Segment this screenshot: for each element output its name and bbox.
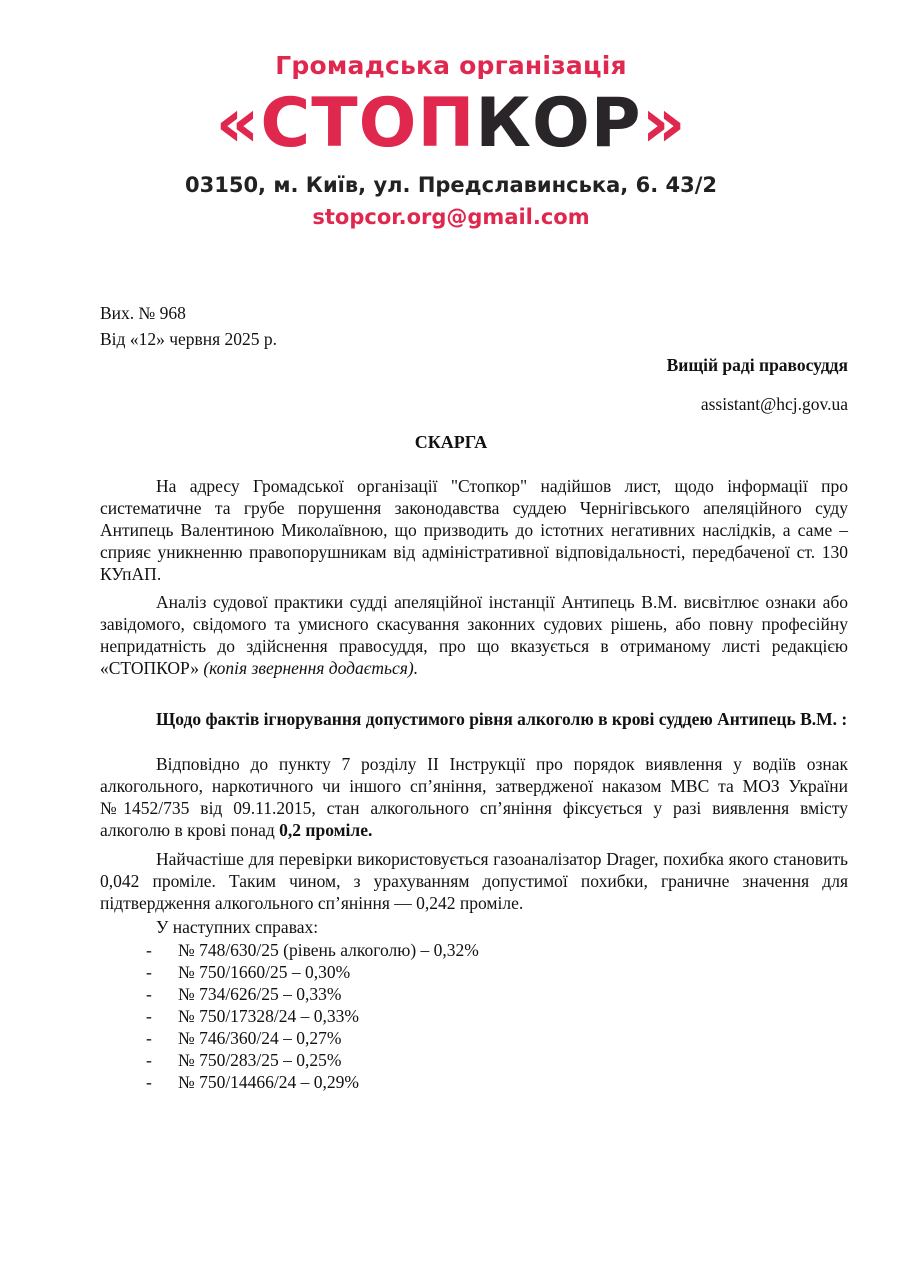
case-entry: № 750/1660/25 – 0,30% xyxy=(178,962,351,982)
document-title: СКАРГА xyxy=(414,432,488,452)
case-entry: № 750/283/25 – 0,25% xyxy=(178,1050,342,1070)
list-item xyxy=(146,961,479,983)
list-dash: - xyxy=(146,1050,152,1070)
alcohol-threshold: 0,2 проміле. xyxy=(279,820,373,840)
outgoing-number: Вих. № 968 xyxy=(100,303,186,323)
org-name-red-part: СТОП xyxy=(260,84,476,163)
section-heading: Щодо фактів ігнорування допустимого рівня алкоголю в крові суддею Антипець В.М. : xyxy=(156,709,848,729)
case-entry: № 746/360/24 – 0,27% xyxy=(178,1028,342,1048)
list-dash: - xyxy=(146,1072,152,1092)
list-dash: - xyxy=(146,1006,152,1026)
case-entry: № 750/17328/24 – 0,33% xyxy=(178,1006,359,1026)
list-item xyxy=(146,983,479,1005)
addressee-name: Вищій раді правосуддя xyxy=(666,355,848,375)
addressee-email[interactable]: assistant@hcj.gov.ua xyxy=(700,394,848,414)
org-address: 03150, м. Київ, ул. Предславинська, 6. 43/2 xyxy=(185,173,717,197)
org-name-black-part: КОР xyxy=(475,84,642,163)
case-list xyxy=(146,939,479,1093)
org-type: Громадська організація xyxy=(275,51,627,80)
org-name-open-quote: « xyxy=(215,84,261,163)
list-item xyxy=(146,1005,479,1027)
paragraph-drager: Найчастіше для перевірки використовується газоаналізатор Drager, похибка якого становить 0,042 проміле. Таким чином, з урахуванням допустимої похибки, граничне значення для підтвердження алкогольного сп’яніння — 0,242 проміле. xyxy=(100,849,848,913)
paragraph-analysis-text: Аналіз судової практики судді апеляційної інстанції Антипець В.М. висвітлює ознаки або завідомого, свідомого та умисного скасування законних судових рішень, або повну професійну непридатність до здійснення правосуддя, про що вказується в отриманому листі редакцією «СТОПКОР» xyxy=(100,592,848,678)
list-dash: - xyxy=(146,940,152,960)
list-item xyxy=(146,1049,479,1071)
case-entry: № 750/14466/24 – 0,29% xyxy=(178,1072,359,1092)
case-entry: № 748/630/25 (рівень алкоголю) – 0,32% xyxy=(178,940,479,960)
outgoing-date: Від «12» червня 2025 р. xyxy=(100,329,278,349)
list-item xyxy=(146,939,479,961)
org-name-logo xyxy=(0,84,902,164)
list-dash: - xyxy=(146,1028,152,1048)
list-dash: - xyxy=(146,984,152,1004)
attachment-note: (копія звернення додається). xyxy=(203,658,419,678)
paragraph-instruction-text: Відповідно до пункту 7 розділу II Інструкції про порядок виявлення у водіїв ознак алкогольного, наркотичного чи іншого сп’яніння, затвердженої наказом МВС та МОЗ України №1452/735 від 09.11.2015, стан алкогольного сп’яніння фіксується у разі виявлення вмісту алкоголю в крові понад xyxy=(100,754,848,840)
list-item xyxy=(146,1071,479,1093)
case-entry: № 734/626/25 – 0,33% xyxy=(178,984,342,1004)
paragraph-analysis xyxy=(100,591,848,679)
org-name-close-quote: » xyxy=(641,84,687,163)
list-item xyxy=(146,1027,479,1049)
org-email[interactable]: stopcor.org@gmail.com xyxy=(312,205,590,229)
paragraph-instruction xyxy=(100,753,848,841)
cases-intro: У наступних справах: xyxy=(156,917,319,937)
paragraph-intro: На адресу Громадської організації "Стопкор" надійшов лист, щодо інформації про систематичне та грубе порушення законодавства суддею Чернігівського апеляційного суду Антипець Валентиною Миколаївною, що призводить до істотних негативних наслідків, а саме – сприяє уникненню правопорушникам від адміністративної відповідальності, передбаченої ст. 130 КУпАП. xyxy=(100,476,848,584)
list-dash: - xyxy=(146,962,152,982)
